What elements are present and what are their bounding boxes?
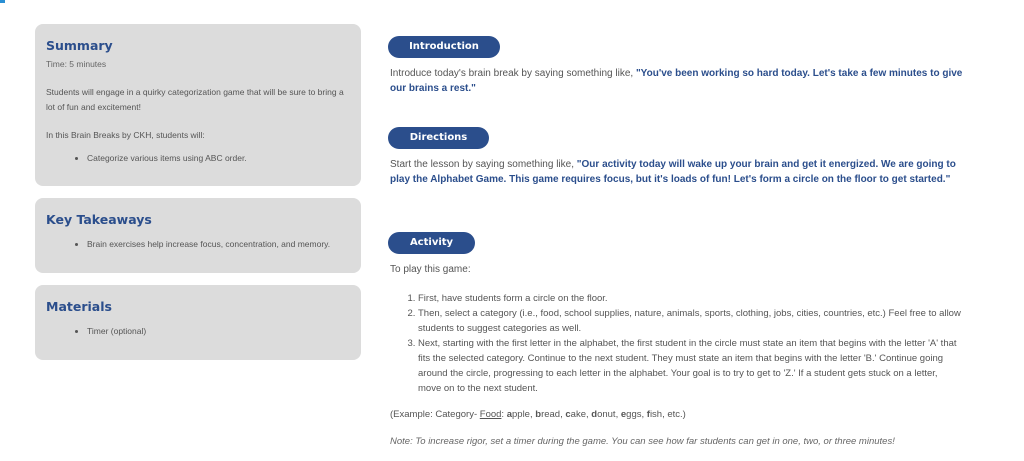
example-word: apple, (506, 409, 536, 420)
activity-step: 2. Then, select a category (i.e., food, school supplies, nature, animals, sports, clothing, jobs, cities, countries, etc.) Feel free to allow students to suggest categories as well. (418, 306, 963, 336)
activity-note: Note: To increase rigor, set a timer during the game. You can see how far students can get in one, two, or three minutes! (390, 436, 895, 447)
directions-section (388, 127, 963, 187)
summary-time: Time: 5 minutes (46, 59, 107, 69)
list-item: • Brain exercises help increase focus, concentration, and memory. (87, 238, 350, 250)
summary-description: Students will engage in a quirky categorization game that will be sure to bring a lot of fun and excitement! (46, 87, 344, 112)
corner-accent (0, 0, 5, 3)
directions-lead: Start the lesson by saying something like, (390, 159, 577, 170)
example-word: eggs, (620, 409, 647, 420)
example-word: donut, (591, 409, 621, 420)
example-suffix: etc.) (667, 409, 686, 420)
example-category: Food (479, 409, 502, 420)
directions-text (390, 157, 963, 187)
introduction-section (388, 36, 963, 96)
example-word: cake, (565, 409, 592, 420)
activity-example (390, 407, 963, 422)
directions-quote: "Our activity today will wake up your brain and get it energized. We are going to play the Alphabet Game. This game requires focus, but it's loads of fun! Let's form a circle on the floor to get started." (390, 159, 956, 185)
activity-step: 3. Next, starting with the first letter in the alphabet, the first student in the circle must state an item that begins with the letter 'A' that fits the selected category. Continue to the next student. They must state an item that begins with the letter 'B.' Continue going around the circle, progressing to each letter in the alphabet. Your goal is to try to get to 'Z.' If a student gets stuck on a letter, move on to the next student. (418, 336, 963, 396)
example-prefix: (Example: Category- (390, 409, 480, 420)
summary-intro: In this Brain Breaks by CKH, students will: (46, 130, 205, 140)
activity-section (388, 232, 963, 449)
materials-title: Materials (46, 299, 112, 314)
summary-card (35, 24, 361, 186)
example-word: bread, (535, 409, 566, 420)
key-takeaways-title: Key Takeaways (46, 212, 152, 227)
introduction-quote: "You've been working so hard today. Let's take a few minutes to give our brains a rest." (390, 68, 963, 94)
example-word: fish, (646, 409, 668, 420)
introduction-lead: Introduce today's brain break by saying something like, (390, 68, 636, 79)
list-item: • Categorize various items using ABC order. (87, 152, 350, 164)
summary-title: Summary (46, 38, 113, 53)
sidebar (35, 24, 361, 372)
example-colon: : (501, 409, 507, 420)
activity-steps (388, 291, 963, 396)
materials-list (46, 325, 350, 337)
list-item: • Timer (optional) (87, 325, 350, 337)
activity-step: 1. First, have students form a circle on the floor. (418, 291, 963, 306)
introduction-text (390, 66, 963, 96)
activity-pill: Activity (388, 232, 475, 254)
introduction-pill: Introduction (388, 36, 500, 58)
materials-card (35, 285, 361, 360)
directions-pill: Directions (388, 127, 489, 149)
summary-list (46, 152, 350, 164)
key-takeaways-list (46, 238, 350, 250)
activity-intro: To play this game: (390, 264, 471, 275)
key-takeaways-card (35, 198, 361, 273)
